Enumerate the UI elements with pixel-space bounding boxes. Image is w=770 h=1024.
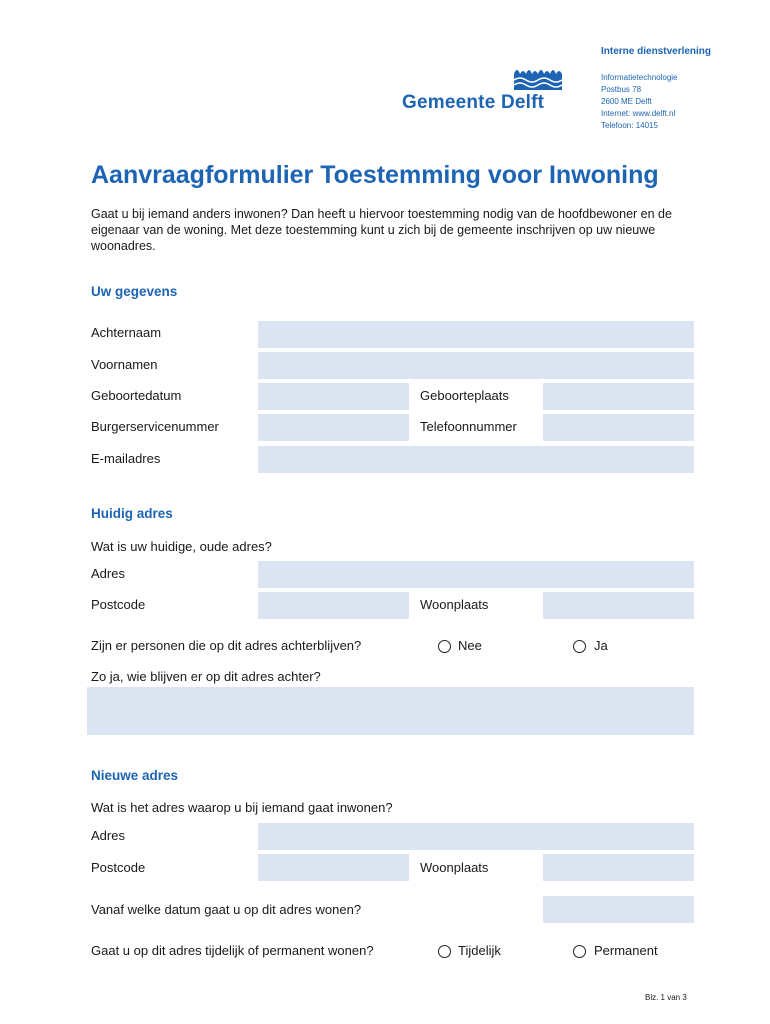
intro-text: Gaat u bij iemand anders inwonen? Dan heeft u hiervoor toestemming nodig van de hoofdbewoner en de eigenaar van de woning. Met deze toestemming kunt u zich bij de gemeente inschrijven op uw nieuwe woonadres.: [91, 207, 672, 253]
huidig-adres-label: Adres: [91, 566, 125, 581]
org-line-5: Telefoon: 14015: [601, 121, 658, 130]
logo-text: Gemeente Delft: [402, 92, 545, 113]
achterblijvers-question: Zo ja, wie blijven er op dit adres achter?: [91, 669, 321, 684]
section-nieuwe-adres: Nieuwe adres: [91, 768, 179, 783]
huidig-woonplaats-field[interactable]: [543, 592, 694, 619]
achternaam-label: Achternaam: [91, 325, 162, 340]
radio-ja[interactable]: [573, 640, 586, 653]
voornamen-label: Voornamen: [91, 357, 158, 372]
radio-nee-label: Nee: [458, 638, 482, 653]
section-huidig-adres: Huidig adres: [91, 506, 173, 521]
radio-tijdelijk-label: Tijdelijk: [458, 943, 501, 958]
page-number: Blz. 1 van 3: [645, 993, 687, 1002]
radio-tijdelijk[interactable]: [438, 945, 451, 958]
datum-question: Vanaf welke datum gaat u op dit adres wonen?: [91, 902, 362, 917]
radio-nee[interactable]: [438, 640, 451, 653]
radio-permanent-label: Permanent: [594, 943, 658, 958]
huidig-postcode-field[interactable]: [258, 592, 409, 619]
geboorteplaats-label: Geboorteplaats: [420, 388, 509, 403]
nieuw-postcode-label: Postcode: [91, 860, 146, 875]
voornamen-field[interactable]: [258, 352, 694, 379]
huidig-adres-question: Wat is uw huidige, oude adres?: [91, 539, 272, 554]
geboortedatum-field[interactable]: [258, 383, 409, 410]
bsn-field[interactable]: [258, 414, 409, 441]
geboorteplaats-field[interactable]: [543, 383, 694, 410]
org-line-1: Informatietechnologie: [601, 73, 678, 82]
telefoon-label: Telefoonnummer: [420, 419, 517, 434]
nieuw-woonplaats-label: Woonplaats: [420, 860, 489, 875]
department-label: Interne dienstverlening: [601, 46, 712, 57]
org-line-4: Internet: www.delft.nl: [601, 109, 676, 118]
duur-question: Gaat u op dit adres tijdelijk of permanent wonen?: [91, 943, 374, 958]
delft-logo-icon: [514, 66, 562, 90]
radio-ja-label: Ja: [594, 638, 608, 653]
nieuw-adres-question: Wat is het adres waarop u bij iemand gaat inwonen?: [91, 800, 393, 815]
nieuw-postcode-field[interactable]: [258, 854, 409, 881]
bsn-label: Burgerservicenummer: [91, 419, 219, 434]
huidig-woonplaats-label: Woonplaats: [420, 597, 489, 612]
achternaam-field[interactable]: [258, 321, 694, 348]
nieuw-adres-field[interactable]: [258, 823, 694, 850]
datum-field[interactable]: [543, 896, 694, 923]
org-line-2: Postbus 78: [601, 85, 642, 94]
nieuw-woonplaats-field[interactable]: [543, 854, 694, 881]
nieuw-adres-label: Adres: [91, 828, 125, 843]
huidig-adres-field[interactable]: [258, 561, 694, 588]
radio-permanent[interactable]: [573, 945, 586, 958]
achterblijvers-field[interactable]: [87, 687, 694, 735]
geboortedatum-label: Geboortedatum: [91, 388, 182, 403]
page-title: Aanvraagformulier Toestemming voor Inwoning: [91, 161, 659, 189]
achterblijven-question: Zijn er personen die op dit adres achterblijven?: [91, 638, 362, 653]
section-uw-gegevens: Uw gegevens: [91, 284, 178, 299]
org-line-3: 2600 ME Delft: [601, 97, 652, 106]
huidig-postcode-label: Postcode: [91, 597, 146, 612]
email-label: E-mailadres: [91, 451, 161, 466]
telefoon-field[interactable]: [543, 414, 694, 441]
email-field[interactable]: [258, 446, 694, 473]
